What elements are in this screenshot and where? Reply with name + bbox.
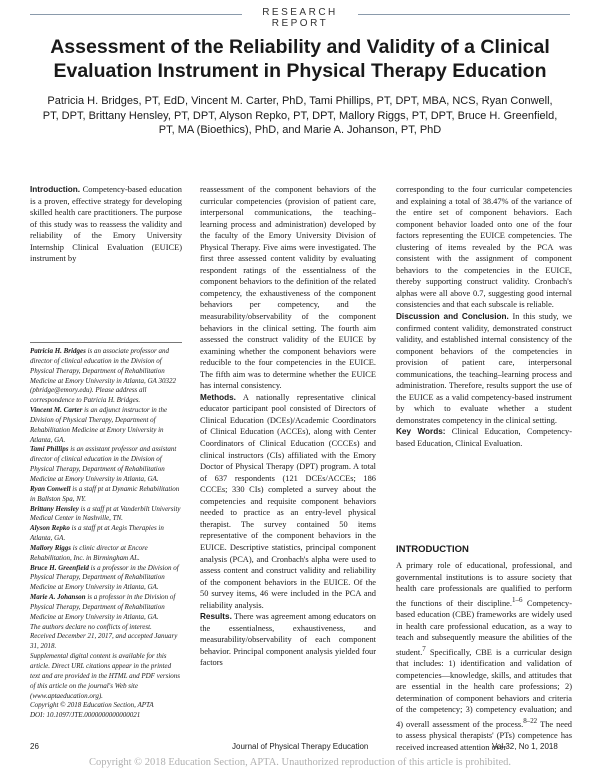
introduction-paragraph: A primary role of educational, professional, and governmental institutions is to assure society that health care professionals are qualified to perform the functions of their discipline.$^{1-6}$ Competency-based education (CBE) frameworks are widely used in health care professional education, as a way to teach and subsequently measure the abilities of the student.$^7$ Specifically, CBE is a curricular design that includes: 1) identification and validation of competencies—knowledge, skills, and attitudes that are essential in the health care professions; 2) determination of component behaviors and criteria of the competency; 3) competency evaluation; and 4) overall assessment of the process.$^{8-22}$ The need to assess physical therapists' (PTs) competence has received increased attention over [396, 561, 572, 752]
abstract-results [200, 611, 376, 669]
results-lead: Results. [200, 612, 232, 622]
bio: Vincent M. Carter is an adjunct instructor in the Division of Physical Therapy, Department of Rehabilitation Medicine at Emory University in Atlanta, GA. [30, 406, 168, 444]
conflict-statement: The authors declare no conflicts of interest. [30, 622, 152, 631]
author-list: Patricia H. Bridges, PT, EdD, Vincent M. Carter, PhD, Tami Phillips, PT, DPT, MBA, NCS, Ryan Conwell, PT, DPT, Brittany Hensley, PT, DPT, Alyson Repko, PT, DPT, Mallory Riggs, PT, DPT, Bruce H. Greenfield, PT, MA (Bioethics), PhD, and Marie A. Johanson, PT, PhD [42, 95, 558, 136]
bio-separator [30, 342, 182, 343]
introduction-heading: INTRODUCTION [396, 544, 469, 555]
intro-text: Competency-based education is a proven, effective strategy for developing skilled health care practitioners. The purpose of this study was to reassess the validity and reliability of the Emory University Internship Clinical Evaluation (EUICE) instrument by [30, 185, 182, 264]
abstract-discussion [396, 311, 572, 426]
abstract-methods [200, 392, 376, 611]
abstract-continued: reassessment of the component behaviors of the curricular competencies (provision of patient care, interpersonal communications, the teaching–learning process and administration) developed by the faculty of the Emory University Division of Physical Therapy. Five aims were investigated. The first three assessed content validity by evaluating respondent ratings of the essentialness of the component behaviors to the definition of the related competency, the exhaustiveness of the component behaviors per competency, and the measurability/observability of the component behaviors in the clinical setting. The fourth aim assessed the construct validity of the EUICE by examining whether the component behaviors were reducible to the four competencies in the EUICE. The fifth aim was to determine whether the EUICE has internal consistency. [200, 185, 376, 391]
journal-name: Journal of Physical Therapy Education [232, 742, 369, 751]
bio: Brittany Hensley is a staff pt at Vanderbilt University Medical Center in Nashville, TN. [30, 504, 181, 523]
methods-lead: Methods. [200, 392, 236, 402]
copyright-line: Copyright © 2018 Education Section, APTA [30, 701, 154, 710]
discussion-lead: Discussion and Conclusion. [396, 312, 509, 322]
received-dates: Received December 21, 2017, and accepted January 31, 2018. [30, 632, 178, 651]
bio: Patricia H. Bridges is an associate professor and director of clinical education in the Division of Physical Therapy, Department of Rehabilitation Medicine at Emory University in Atlanta, GA 30322 (pbridge@emory.edu). Please address all correspondence to Patricia H. Bridges. [30, 347, 176, 405]
intro-lead: Introduction. [30, 185, 81, 194]
bio: Alyson Repko is a staff pt at Aegis Therapies in Atlanta, GA. [30, 524, 164, 543]
abstract-column-3 [396, 184, 572, 450]
volume-info: Vol 32, No 1, 2018 [492, 742, 558, 751]
results-continued: corresponding to the four curricular competencies and explaining a total of 38.47% of the variance of the entire set of component behaviors. Each component behavior loaded onto one of the four factors representing the EUICE competencies. The clustering of items revealed by the PCA was consistent with the assignment of component behaviors to the competencies in the EUICE, thereby supporting construct validity. Cronbach's alphas were all above 0.7, suggesting good internal consistencies and that each subscale is reliable. [396, 185, 572, 310]
supplemental-note: Supplemental digital content is available for this article. Direct URL citations appear in the printed text and are provided in the HTML and PDF versions of this article on the journal's Web site (www.aptaeducation.org). [30, 652, 181, 700]
keywords-text: Clinical Education, Competency-based Education, Clinical Evaluation. [396, 427, 572, 449]
results-text: There was agreement among educators on the essentialness, exhaustiveness, and measurability/observability of each component behavior. Principal component analysis yielded four factors [200, 612, 376, 668]
abstract-introduction [30, 184, 182, 265]
bio: Ryan Conwell is a staff pt at Dynamic Rehabilitation in Ballston Spa, NY. [30, 484, 180, 503]
header-rule-left [30, 14, 242, 15]
author-bios [30, 347, 182, 721]
copyright-notice: Copyright © 2018 Education Section, APTA. Unauthorized reproduction of this article is prohibited. [88, 757, 512, 768]
bio: Bruce H. Greenfield is a professor in the Division of Physical Therapy, Department of Rehabilitation Medicine at Emory University in Atlanta, GA. [30, 563, 179, 592]
abstract-column-1 [30, 184, 182, 265]
section-label: RESEARCH REPORT [262, 7, 338, 29]
bio: Mallory Riggs is clinic director at Encore Rehabilitation, Inc. in Birmingham AL. [30, 543, 148, 562]
bio: Tami Phillips is an assistant professor and assistant director of clinical education in the Division of Physical Therapy, Department of Rehabilitation Medicine at Emory University in Atlanta, GA. [30, 445, 177, 483]
page-number: 26 [30, 742, 39, 751]
abstract-column-2 [200, 184, 376, 669]
discussion-text: In this study, we confirmed content validity, demonstrated construct validity, and established internal consistency of the component behaviors of the competencies in provision of patient care, interpersonal communications, the teaching–learning process and administration. Therefore, results support the use of the EUICE as a valid competency-based instrument by which to evaluate whether a student demonstrates competency in the clinical setting. [396, 312, 573, 425]
introduction-body [396, 560, 572, 753]
keywords-lead: Key Words: [396, 427, 446, 437]
methods-text: A nationally representative clinical educator participant pool consisted of Directors of Clinical Education (DCEs)/Academic Coordinators of Clinical Education (ACCEs), along with Center Coordinators of Clinical Education (CCCEs) and clinical instructors (CIs) affiliated with the Emory Doctor of Physical Therapy (DPT) program. A total of 637 respondents (121 DCEs/ACCEs; 186 CCCEs; 330 CIs) completed a survey about the competencies and requisite component behaviors needed to practice as an entry-level physical therapist. The survey contained 50 items representative of the component behaviors in the EUICE. Descriptive statistics, principal component analysis (PCA), and Cronbach's alpha were used to assess content and construct validity and reliability of the component behaviors in the EUICE. Of the 50 survey items, 46 were included in the PCA and reliability analysis. [200, 392, 376, 610]
header-rule-right [358, 14, 570, 15]
abstract-keywords [396, 426, 572, 449]
doi: DOI: 10.1097/JTE.0000000000000021 [30, 711, 141, 720]
bio: Marie A. Johanson is a professor in the Division of Physical Therapy, Department of Rehabilitation Medicine at Emory University in Atlanta, GA. [30, 593, 176, 621]
article-title: Assessment of the Reliability and Validity of a Clinical Evaluation Instrument in Physical Therapy Education [50, 36, 550, 82]
